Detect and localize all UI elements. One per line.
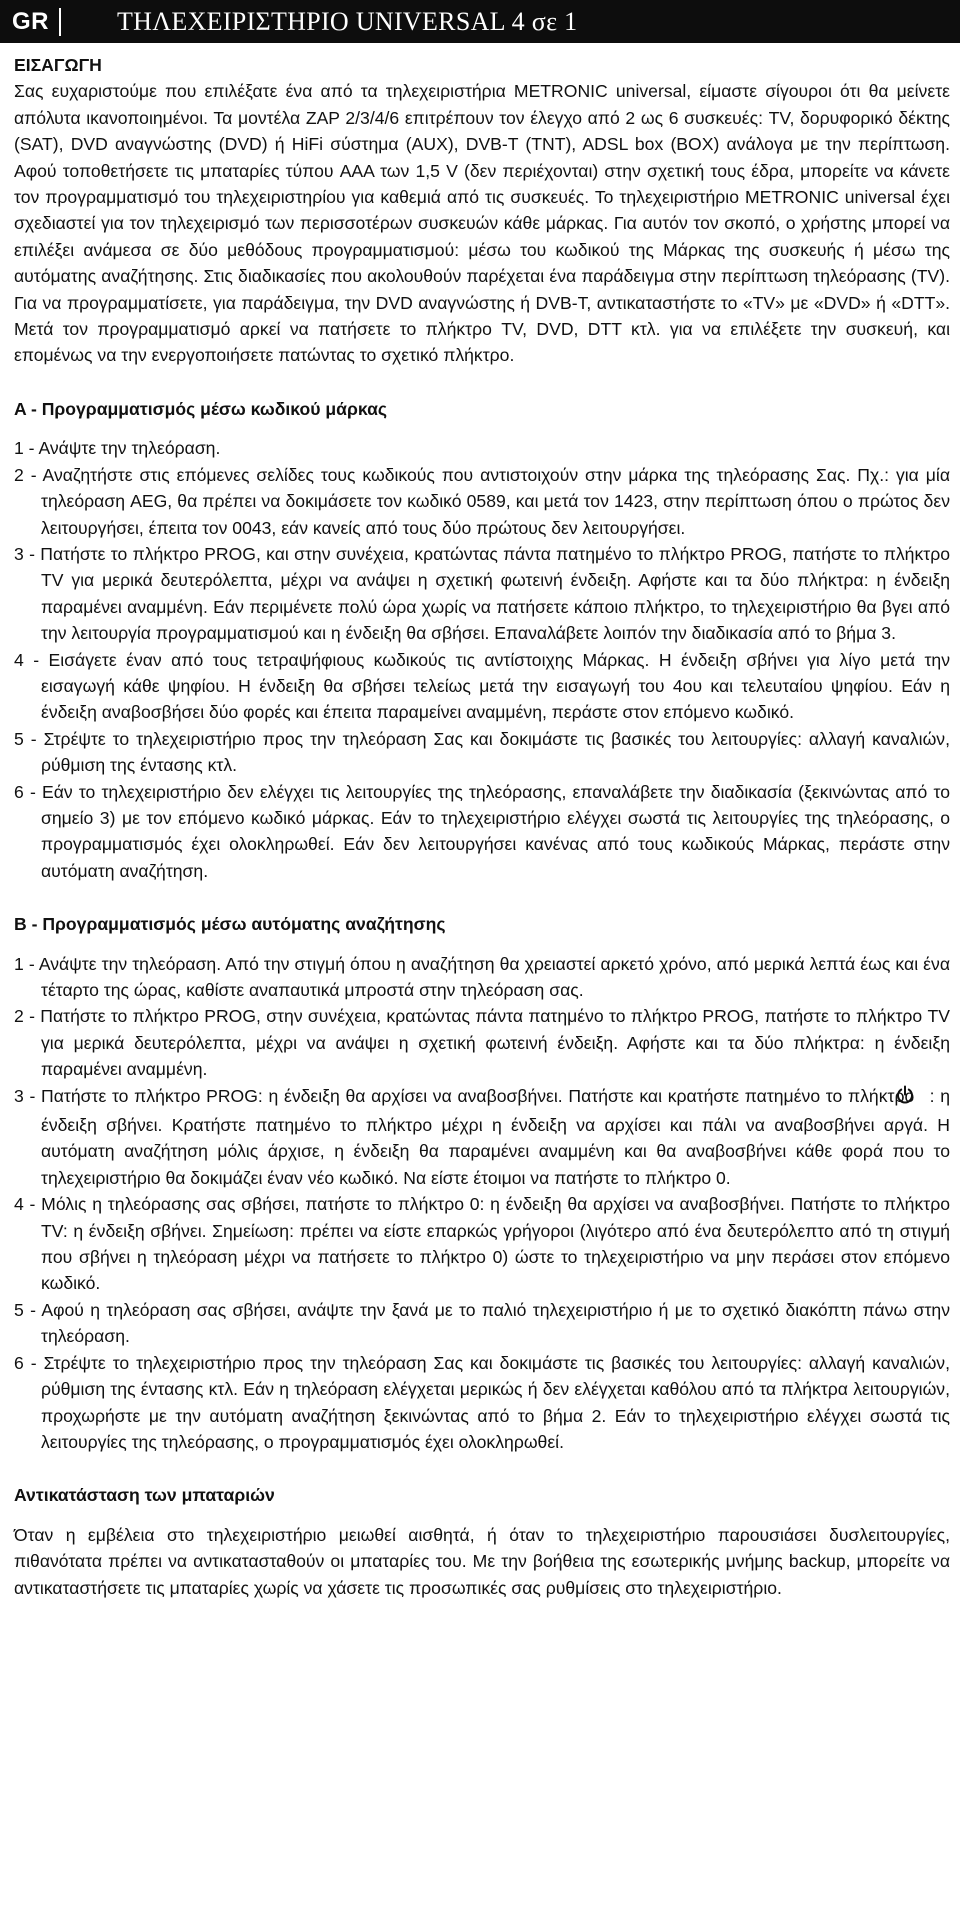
section-b-step-3-start: 3 - Πατήστε το πλήκτρο PROG: η ένδειξη θα αρχίσει να αναβοσβήνει. Πατήστε και κρατήστε πατημένο το πλήκτρο — [14, 1085, 915, 1106]
language-code: GR — [12, 7, 49, 35]
header-divider — [59, 8, 61, 36]
section-a-heading: A - Προγραμματισμός μέσω κωδικού μάρκας — [14, 398, 388, 419]
document-body — [14, 48, 950, 1601]
section-a-step-3: 3 - Πατήστε το πλήκτρο PROG, και στην συνέχεια, κρατώντας πάντα πατημένο το πλήκτρο PROG, πατήστε το πλήκτρο TV για μερικά δευτερόλεπτα, μέχρι να ανάψει η σχετική φωτεινή ένδειξη. Αφήστε και τα δύο πλήκτρα: η ένδειξη παραμένει αναμμένη. Εάν περιμένετε πολύ ώρα χωρίς να πατήσετε κάποιο πλήκτρο, το τηλεχειριστήριο θα βγει από την λειτουργία προγραμματισμού και η ένδειξη θα σβήσει. Επαναλάβετε λοιπόν την διαδικασία από το βήμα 3. — [14, 543, 950, 644]
section-a-step-1: 1 - Ανάψτε την τηλεόραση. — [14, 438, 221, 459]
section-a-step-2: 2 - Αναζητήστε στις επόμενες σελίδες τους κωδικούς που αντιστοιχούν στην μάρκα της τηλεόρασης Σας. Πχ.: για μία τηλεόραση AEG, θα πρέπει να δοκιμάσετε τον κωδικό 0589, και μετά τον 1423, στην περίπτωση όπου ο πρώτος δεν λειτουργήσει, έπειτα τον 0043, εάν κανείς από τους δύο πρώτους δεν λειτουργήσει. — [14, 464, 950, 538]
intro-paragraph: Σας ευχαριστούμε που επιλέξατε ένα από τα τηλεχειριστήρια METRONIC universal, είμαστε σίγουροι ότι θα μείνετε απόλυτα ικανοποιημένοι. Τα μοντέλα ZAP 2/3/4/6 επιτρέπουν τον έλεγχο από 2 ως 6 συσκευές: TV, δορυφορικό δέκτης (SAT), DVD αναγνώστης (DVD) ή HiFi σύστημα (AUX), DVB-T (TNT), ADSL box (BOX) ανάλογα με την περίπτωση. Αφού τοποθετήσετε τις μπαταρίες τύπου AAA των 1,5 V (δεν περιέχονται) στην σχετική τους έδρα, μπορείτε να κάνετε τον προγραμματισμό του τηλεχειριστηρίου για καθεμιά από τις συσκευές. Το τηλεχειριστήριο METRONIC universal έχει σχεδιαστεί για τον τηλεχειρισμό των περισσοτέρων συσκευών κάθε μάρκας. Για αυτόν τον σκοπό, ο χρήστης μπορεί να επιλέξει ανάμεσα σε δύο μεθόδους προγραμματισμού: μέσω του κωδικού της Μάρκας της συσκευής ή μέσω της αυτόματης αναζήτησης. Στις διαδικασίες που ακολουθούν παρέχεται ένα παράδειγμα στην περίπτωση τηλεόρασης (TV). Για να προγραμματίσετε, για παράδειγμα, την DVD αναγνώστης ή DVB-T, αντικαταστήστε το «TV» με «DVD» ή «DTT». Μετά τον προγραμματισμό αρκεί να πατήσετε το πλήκτρο TV, DVD, DTT κτλ. για να επιλέξετε την συσκευή, και επομένως να την ενεργοποιήσετε πατώντας το σχετικό πλήκτρο. — [14, 81, 950, 366]
section-b-step-6: 6 - Στρέψτε το τηλεχειριστήριο προς την τηλεόραση Σας και δοκιμάστε τις βασικές του λειτουργίες: αλλαγή καναλιών, ρύθμιση της έντασης κτλ. Εάν η τηλεόραση ελέγχεται μερικώς ή δεν ελέγχεται καθόλου από τα πλήκτρα λειτουργιών, προχωρήστε με την αυτόματη αναζήτηση ξεκινώντας από το βήμα 2. Εάν το τηλεχειριστήριο ελέγχει σωστά τις λειτουργίες της τηλεόρασης, ο προγραμματισμός έχει ολοκληρωθεί. — [14, 1352, 950, 1452]
section-b-step-1: 1 - Ανάψτε την τηλεόραση. Από την στιγμή όπου η αναζήτηση θα χρειαστεί αρκετό χρόνο, από μερικά λεπτά έως και ένα τέταρτο της ώρας, καθίστε αναπαυτικά μπροστά στην τηλεόραση σας. — [14, 953, 950, 1000]
page-header — [0, 0, 960, 43]
section-a-step-4: 4 - Εισάγετε έναν από τους τετραψήφιους κωδικούς τις αντίστοιχης Μάρκας. Η ένδειξη σβήνει για λίγο μετά την εισαγωγή κάθε ψηφίου. Η ένδειξη θα σβήσει τελείως μετά την εισαγωγή του 4ου και τελευταίου ψηφίου. Εάν η ένδειξη αναβοσβήσει δύο φορές και έπειτα παραμείνει αναμμένη, περάστε στον επόμενο κωδικό. — [14, 649, 950, 723]
section-b-step-3 — [14, 1083, 950, 1192]
section-b-step-5: 5 - Αφού η τηλεόραση σας σβήσει, ανάψτε την ξανά με το παλιό τηλεχειριστήριο ή με το σχετικό διακόπτη πάνω στην τηλεόραση. — [14, 1299, 950, 1347]
battery-paragraph: Όταν η εμβέλεια στο τηλεχειριστήριο μειωθεί αισθητά, ή όταν το τηλεχειριστήριο παρουσιάσει δυσλειτουργίες, πιθανότατα πρέπει να αντικατασταθούν οι μπαταρίες του. Με την βοήθεια της εσωτερικής μνήμης backup, μπορείτε να αντικαταστήσετε τις μπαταρίες χωρίς να χάσετε τις προσωπικές σας ρυθμίσεις στο τηλεχειριστήριο. — [14, 1524, 950, 1598]
section-b-heading: B - Προγραμματισμός μέσω αυτόματης αναζήτησης — [14, 914, 446, 935]
section-b-step-2: 2 - Πατήστε το πλήκτρο PROG, στην συνέχεια, κρατώντας πάντα πατημένο το πλήκτρο PROG, πατήστε το πλήκτρο TV για μερικά δευτερόλεπτα, μέχρι να ανάψει η σχετική φωτεινή ένδειξη. Αφήστε και τα δύο πλήκτρα: η ένδειξη παραμένει αναμμένη. — [14, 1006, 950, 1080]
section-a-step-6: 6 - Εάν το τηλεχειριστήριο δεν ελέγχει τις λειτουργίες της τηλεόρασης, επαναλάβετε την διαδικασία (ξεκινώντας από το σημείο 3) με τον επόμενο κωδικό μάρκας. Εάν το τηλεχειριστήριο ελέγχει σωστά τις λειτουργίες της τηλεόρασης, ο προγραμματισμός έχει ολοκληρωθεί. Εάν δεν λειτουργήσει κανένας από τους κωδικούς Μάρκας, περάστε στην αυτόματη αναζήτηση. — [14, 781, 950, 881]
section-b-step-4: 4 - Μόλις η τηλεόρασης σας σβήσει, πατήστε το πλήκτρο 0: η ένδειξη θα αρχίσει να αναβοσβήνει. Πατήστε το πλήκτρο TV: η ένδειξη σβήνει. Σημείωση: πρέπει να είστε επαρκώς γρήγοροι (λιγότερο από ένα δευτερόλεπτο από τη στιγμή που σβήνει η τηλεόραση μέχρι να πατήσετε το πλήκτρο 0) ώστε το τηλεχειριστήριο να μην περάσει στον επόμενο κωδικό. — [14, 1194, 950, 1294]
battery-heading: Αντικατάσταση των μπαταριών — [14, 1485, 275, 1506]
section-a-step-5: 5 - Στρέψτε το τηλεχειριστήριο προς την τηλεόραση Σας και δοκιμάστε τις βασικές του λειτουργίες: αλλαγή καναλιών, ρύθμιση της έντασης κτλ. — [14, 728, 950, 776]
section-b-step-3-end: : η ένδειξη σβήνει. Κρατήστε πατημένο το πλήκτρο μέχρι η ένδειξη να αρχίσει και πάλι να αναβοσβήνει αργά. Η αυτόματη αναζήτηση μόλις άρχισε, η ένδειξη θα παραμένει αναμμένη και θα αναβοσβήνει κάθε φορά που το τηλεχειριστήριο θα δοκιμάζει έναν νέο κωδικό. Να είστε έτοιμοι να πατήστε το πλήκτρο 0. — [41, 1085, 951, 1188]
page-title: ΤΗΛΕΧΕΙΡΙΣΤΗΡΙΟ UNIVERSAL 4 σε 1 — [117, 6, 578, 36]
intro-heading: ΕΙΣΑΓΩΓΗ — [14, 55, 102, 75]
